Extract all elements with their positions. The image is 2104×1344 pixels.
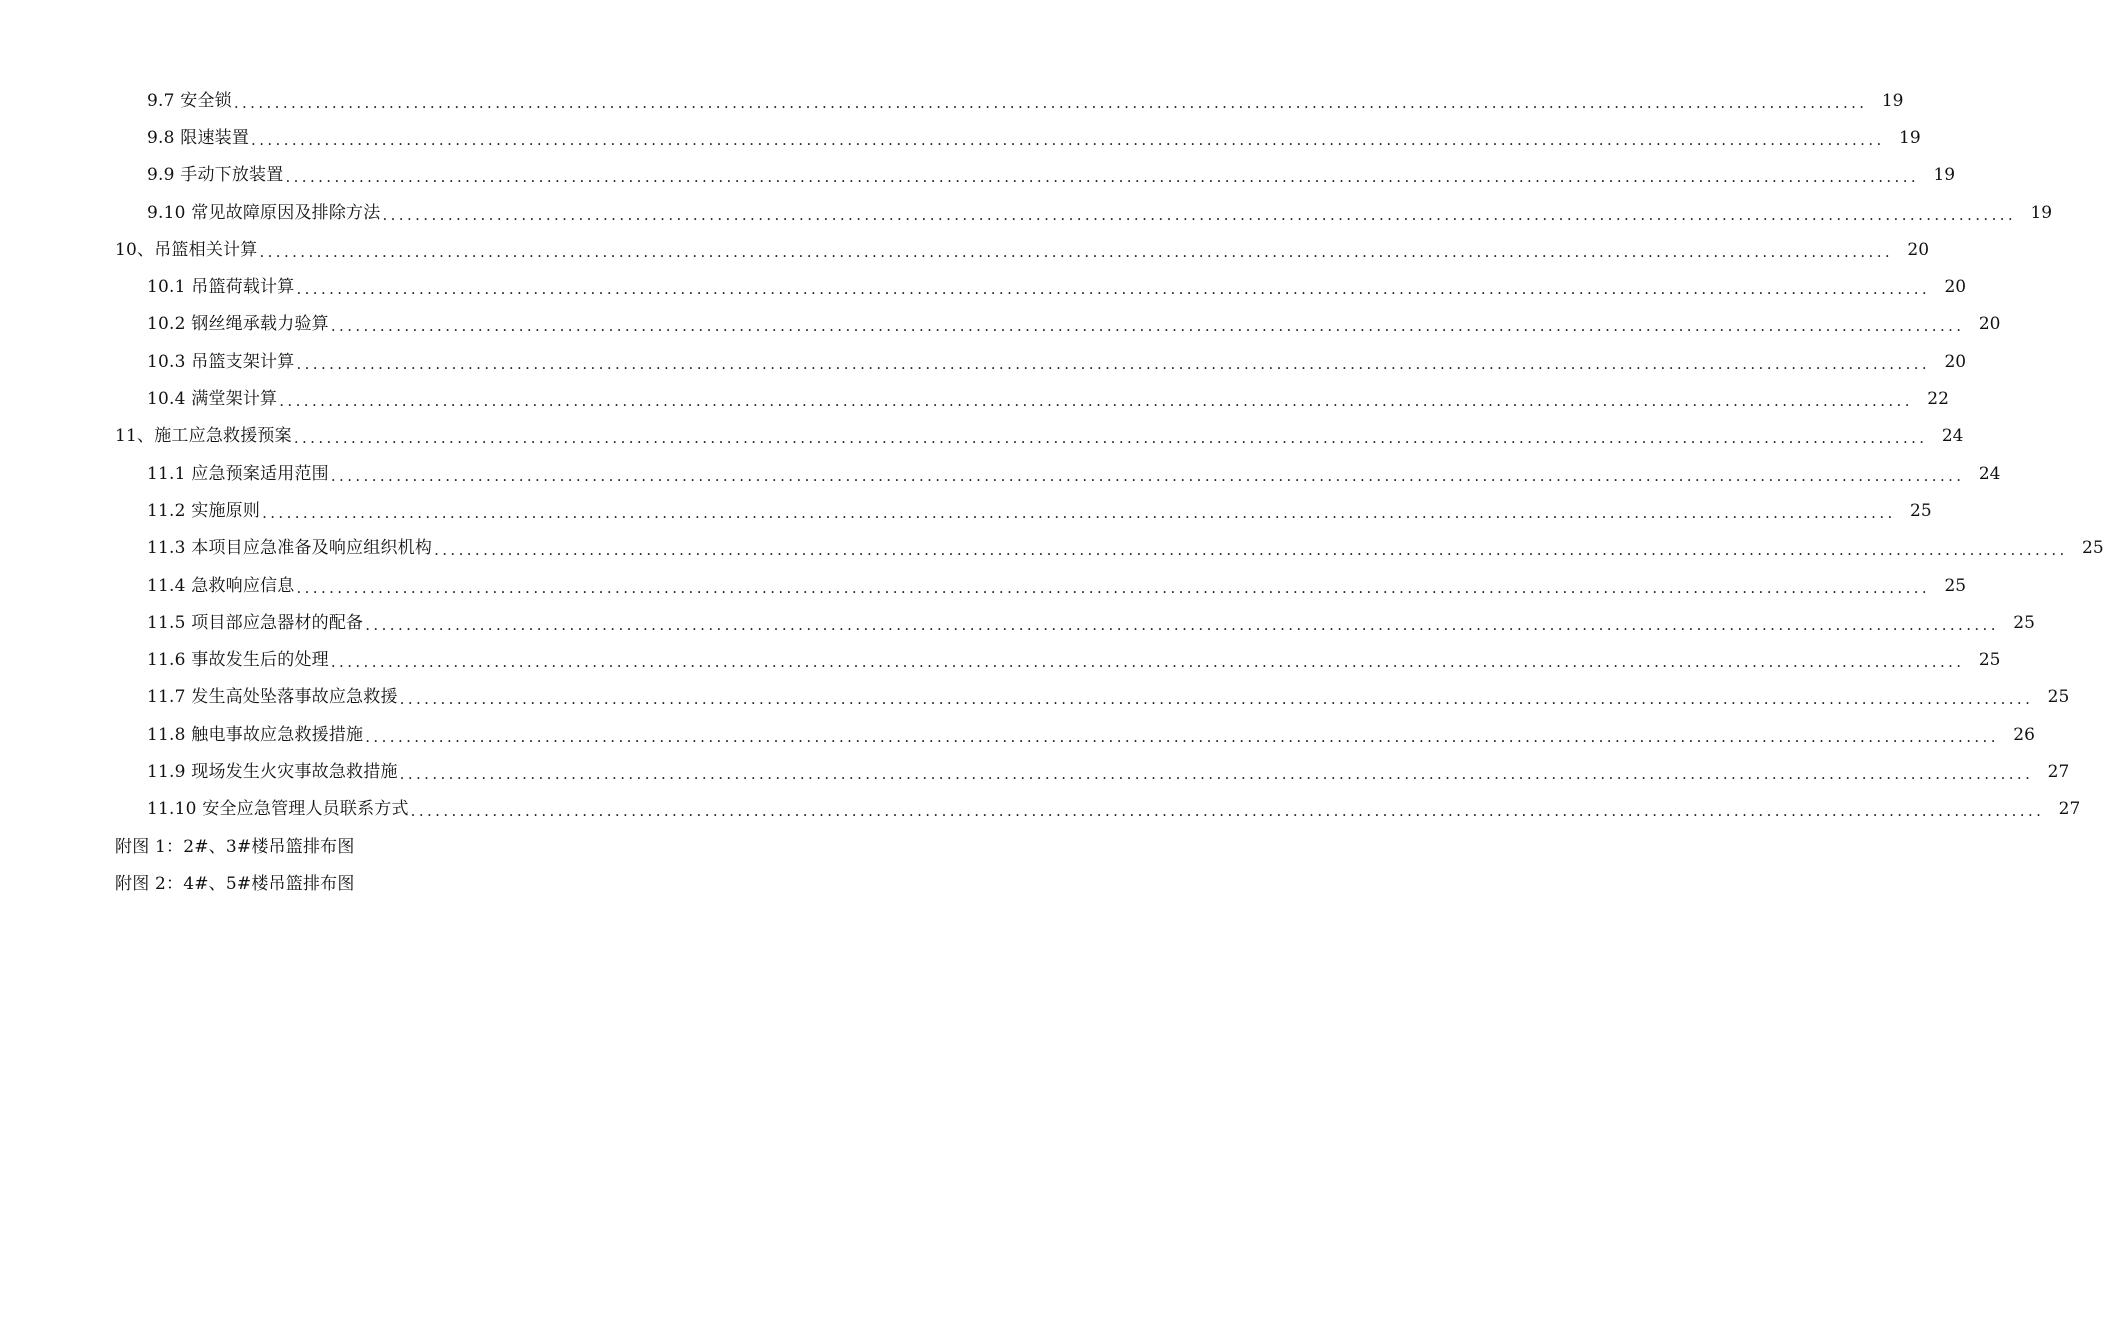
toc-page-number: 25 [1910, 500, 1932, 521]
toc-entry-label: 10.1 吊篮荷载计算 [147, 277, 295, 298]
toc-page-number: 24 [1941, 426, 1964, 447]
toc-entry[interactable] [0, 455, 2001, 492]
toc-dot-leader: ........................................................................................................................................................................................................ [365, 727, 1999, 746]
toc-entry-label: 9.8 限速装置 [147, 127, 250, 148]
toc-entry[interactable] [0, 530, 2104, 567]
toc-page-number: 25 [2082, 538, 2104, 559]
toc-dot-leader: ........................................................................................................................................................................................................ [330, 466, 1965, 485]
toc-entry[interactable] [0, 231, 1930, 268]
toc-entry-label: 9.7 安全锁 [147, 90, 232, 111]
toc-entry[interactable] [0, 641, 2001, 678]
toc-dot-leader: ........................................................................................................................................................................................................ [296, 280, 1931, 299]
toc-page-number: 25 [1978, 650, 2001, 671]
toc-entry-label: 11.6 事故发生后的处理 [147, 650, 329, 671]
toc-entry[interactable] [0, 82, 1904, 119]
toc-entry[interactable] [0, 492, 1932, 529]
toc-entry[interactable] [0, 418, 1964, 455]
toc-dot-leader: ........................................................................................................................................................................................................ [296, 354, 1931, 373]
toc-entry-label: 附图 2：4#、5#楼吊篮排布图 [115, 873, 355, 894]
toc-page-number: 25 [2013, 612, 2035, 633]
toc-entry-label: 11.10 安全应急管理人员联系方式 [147, 799, 409, 820]
toc-page-number: 19 [1881, 90, 1904, 111]
toc-entry-label: 11、施工应急救援预案 [115, 426, 292, 447]
toc-entry[interactable] [0, 679, 2070, 716]
toc-entry-label: 10.4 满堂架计算 [147, 389, 278, 410]
toc-entry[interactable] [0, 716, 2035, 753]
toc-dot-leader: ........................................................................................................................................................................................................ [382, 205, 2017, 224]
toc-entry-label: 11.5 项目部应急器材的配备 [147, 612, 364, 633]
toc-page-number: 19 [2030, 202, 2053, 223]
toc-dot-leader: ........................................................................................................................................................................................................ [330, 653, 1965, 672]
toc-page-number: 20 [1944, 277, 1967, 298]
toc-entry-label: 11.1 应急预案适用范围 [147, 463, 329, 484]
toc-entry[interactable] [0, 753, 2070, 790]
toc-page-number: 26 [2013, 724, 2035, 745]
toc-entry-label: 10.3 吊篮支架计算 [147, 351, 295, 372]
toc-entry-label: 11.2 实施原则 [147, 500, 261, 521]
toc-page-number: 22 [1927, 389, 1949, 410]
toc-entry-label: 10.2 钢丝绳承载力验算 [147, 314, 329, 335]
toc-entry[interactable] [0, 157, 1956, 194]
toc-entry-label: 10、吊篮相关计算 [115, 239, 258, 260]
toc-entry-label: 11.3 本项目应急准备及响应组织机构 [147, 538, 433, 559]
toc-entry[interactable] [0, 194, 2053, 231]
toc-dot-leader: ........................................................................................................................................................................................................ [285, 168, 1920, 187]
toc-dot-leader: ........................................................................................................................................................................................................ [293, 429, 1928, 448]
toc-entry-label: 11.9 现场发生火灾事故急救措施 [147, 761, 398, 782]
toc-entry[interactable] [0, 306, 2001, 343]
toc-dot-leader: ........................................................................................................................................................................................................ [330, 317, 1965, 336]
toc-dot-leader: ........................................................................................................................................................................................................ [259, 242, 1894, 261]
toc-dot-leader: ........................................................................................................................................................................................................ [434, 541, 2068, 560]
toc-entry-label: 附图 1：2#、3#楼吊篮排布图 [115, 836, 355, 857]
toc-entry[interactable] [0, 828, 950, 865]
toc-entry[interactable] [0, 791, 2081, 828]
toc-entry-label: 9.10 常见故障原因及排除方法 [147, 202, 381, 223]
toc-page-number: 20 [1944, 351, 1967, 372]
toc-page-number: 27 [2058, 799, 2081, 820]
toc-page-number: 19 [1899, 127, 1921, 148]
toc-entry[interactable] [0, 343, 1967, 380]
toc-entry[interactable] [0, 604, 2035, 641]
toc-dot-leader: ........................................................................................................................................................................................................ [233, 93, 1868, 112]
toc-dot-leader: ........................................................................................................................................................................................................ [296, 578, 1931, 597]
table-of-contents [0, 82, 2104, 903]
toc-page-number: 24 [1978, 463, 2001, 484]
toc-entry-label: 11.4 急救响应信息 [147, 575, 295, 596]
toc-entry-label: 11.7 发生高处坠落事故应急救援 [147, 687, 398, 708]
toc-page-number: 25 [2047, 687, 2070, 708]
toc-page-number: 27 [2047, 761, 2070, 782]
toc-entry[interactable] [0, 380, 1949, 417]
toc-page-number: 20 [1907, 239, 1930, 260]
toc-entry-label: 9.9 手动下放装置 [147, 165, 284, 186]
toc-page-number: 19 [1933, 165, 1956, 186]
toc-dot-leader: ........................................................................................................................................................................................................ [399, 764, 2034, 783]
toc-entry[interactable] [0, 865, 950, 902]
toc-entry[interactable] [0, 567, 1967, 604]
toc-entry-label: 11.8 触电事故应急救援措施 [147, 724, 364, 745]
toc-dot-leader: ........................................................................................................................................................................................................ [365, 615, 1999, 634]
toc-dot-leader: ........................................................................................................................................................................................................ [279, 392, 1913, 411]
toc-page-number: 20 [1978, 314, 2001, 335]
toc-page-number: 25 [1944, 575, 1967, 596]
toc-entry[interactable] [0, 119, 1921, 156]
toc-dot-leader: ........................................................................................................................................................................................................ [399, 690, 2034, 709]
toc-entry[interactable] [0, 268, 1967, 305]
toc-dot-leader: ........................................................................................................................................................................................................ [262, 503, 1896, 522]
toc-dot-leader: ........................................................................................................................................................................................................ [251, 130, 1885, 149]
toc-dot-leader: ........................................................................................................................................................................................................ [410, 802, 2045, 821]
